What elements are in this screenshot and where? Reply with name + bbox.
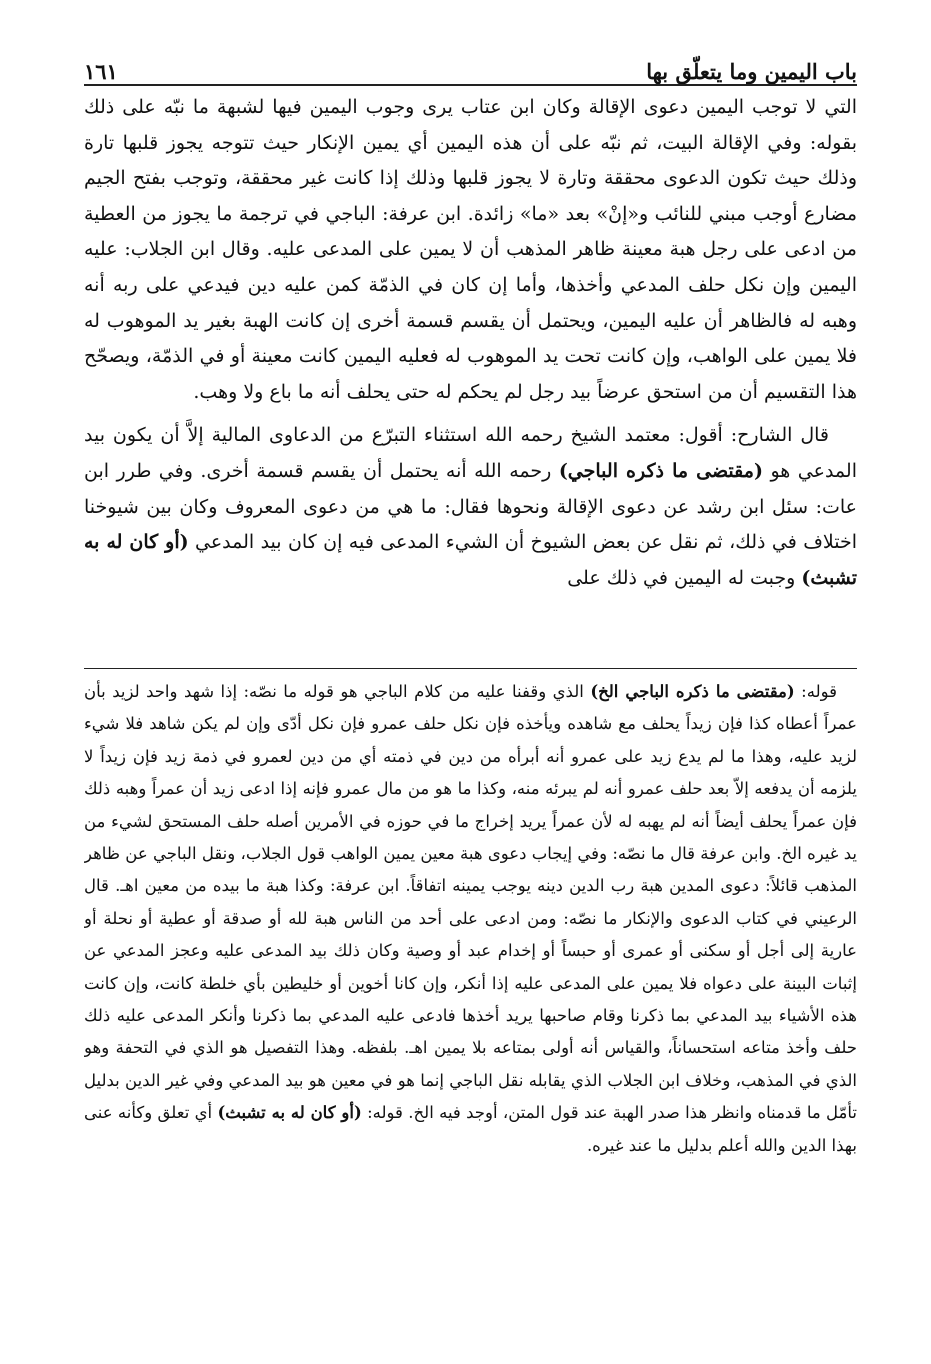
footnote-text [84, 676, 857, 1316]
header-rule [84, 84, 857, 86]
text-run: الذي وقفنا عليه من كلام الباجي هو قوله ما نصّه: إذا شهد واحد لزيد بأن عمراً أعطاه كذا فإن زيداً يحلف مع شاهده ويأخذه فإن نكل حلف عمرو فإن نكل أدّى وإن لم يكن شاهد فلا شيء لزيد عليه، وهذا ما لم يدع زيد على عمرو أنه أبرأه من دين في ذمته أي من دين لعمرو في ذمة زيد فإن زيداً لا يلزمه أن يدفعه إلاّ بعد حلف عمرو أنه لم يبرئه منه، وكذا ما هو من مال عمرو فإنه إذا ادعى زيد أن عمراً وهبه ذلك فإن عمراً يحلف أيضاً أنه لم يهبه له لأن عمراً يريد إخراج ما في حوزه في الأمرين أصله حلف المستحق لشيء من يد غيره الخ. وابن عرفة قال ما نصّه: وفي إيجاب دعوى هبة معين يمين الواهب قول الجلاب، ونقل الباجي عن ظاهر المذهب قائلاً: دعوى المدين هبة رب الدين دينه يوجب يمينه اتفاقاً. ابن عرفة: وكذا هبة ما بيده من معين اهـ. قال الرعيني في كتاب الدعوى والإنكار ما نصّه: ومن ادعى على أحد من الناس هبة لله أو صدقة أو عطية أو نحلة أو عارية إلى أجل أو سكنى أو عمرى أو حبساً أو إخدام عبد أو وصية وكان ذلك بيد المدعى عليه وعجز المدعي عن إثبات البينة على دعواه فلا يمين على المدعى عليه إذا أنكر، وإن كانا أخوين أو خليطين بأي خلطة كانت، وإن كانت هذه الأشياء بيد المدعي بما ذكرنا وقام صاحبها يريد أخذها فادعى عليه المدعي بما ذكرنا وأنكر المدعى عليه ذلك حلف وأخذ متاعه استحساناً، والقياس أنه أولى بمتاعه بلا يمين اهـ. بلفظه. وهذا التفصيل هو الذي في التحفة وهو الذي في المذهب، وخلاف ابن الجلاب الذي يقابله نقل الباجي إنما هو في معين هو بيد المدعي وفي غير الدين بدليل تأمّل ما قدمناه وانظر هذا صدر الهبة عند قول المتن، أوجد فيه الخ. قوله: [84, 682, 857, 1123]
main-paragraph-1 [84, 90, 857, 410]
main-paragraph-2 [84, 418, 857, 596]
text-run: وجبت له اليمين في ذلك على [567, 566, 802, 589]
chapter-title: باب اليمين وما يتعلّق بها [646, 59, 857, 84]
text-run: التي لا توجب اليمين دعوى الإقالة وكان ابن عتاب يرى وجوب اليمين فيها لشبهة ما نبّه على ذلك بقوله: وفي الإقالة البيت، ثم نبّه على أن هذه اليمين أي يمين الإنكار حيث تتوجه يجوز قلبها تارة وذلك حيث تكون الدعوى محققة وتارة لا يجوز قلبها وذلك إذا كانت غير محققة، وتوجب بفتح الجيم مضارع أوجب مبني للنائب و«إنْ» بعد «ما» زائدة. ابن عرفة: الباجي في ترجمة ما يجوز من العطية من ادعى على رجل هبة معينة ظاهر المذهب أن لا يمين على المدعى عليه. وقال ابن الجلاب: عليه اليمين وإن نكل حلف المدعي وأخذها، وأما إن كان في الذمّة كمن عليه دين فيدعي على ربه أنه وهبه له فالظاهر أن عليه اليمين، ويحتمل أن يقسم قسمة أخرى إن كانت الهبة بغير يد الموهوب له فلا يمين على الواهب، وإن كانت تحت يد الموهوب له فعليه اليمين كانت معينة أو في الذمّة، ويصحّح هذا التقسيم أن من استحق عرضاً بيد رجل لم يحكم له حتى يحلف أنه ما باع ولا وهب. [84, 96, 857, 403]
quoted-phrase: (أو كان له به تشبث) [217, 1103, 362, 1123]
footnote-paragraph [84, 676, 857, 1162]
running-header [84, 40, 857, 84]
text-run: قال الشارح: أقول: معتمد الشيخ رحمه الله استثناء التبرّع من الدعاوى المالية إلاَّ أن يكون بيد المدعي هو [84, 424, 857, 482]
text-run: رحمه الله أنه يحتمل أن يقسم قسمة أخرى. وفي طرر ابن عات: سئل ابن رشد عن دعوى الإقالة ونحوها فقال: ما هي من دعوى المعروف وكان بين شيوخنا اختلاف في ذلك، ثم نقل عن بعض الشيوخ أن الشيء المدعى فيه إن كان بيد المدعي [84, 459, 857, 554]
quoted-phrase: (مقتضى ما ذكره الباجي الخ) [590, 682, 795, 701]
footnote-separator [84, 668, 857, 669]
text-run: أي تعلق وكأنه عنى بهذا الدين والله أعلم بدليل ما عند غيره. [84, 1103, 857, 1155]
main-text [84, 90, 857, 650]
page-number: ١٦١ [84, 59, 118, 84]
quoted-phrase: (أو كان له به تشبث) [84, 531, 857, 589]
quoted-phrase: (مقتضى ما ذكره الباجي) [558, 459, 763, 482]
text-run: قوله: [794, 682, 838, 701]
